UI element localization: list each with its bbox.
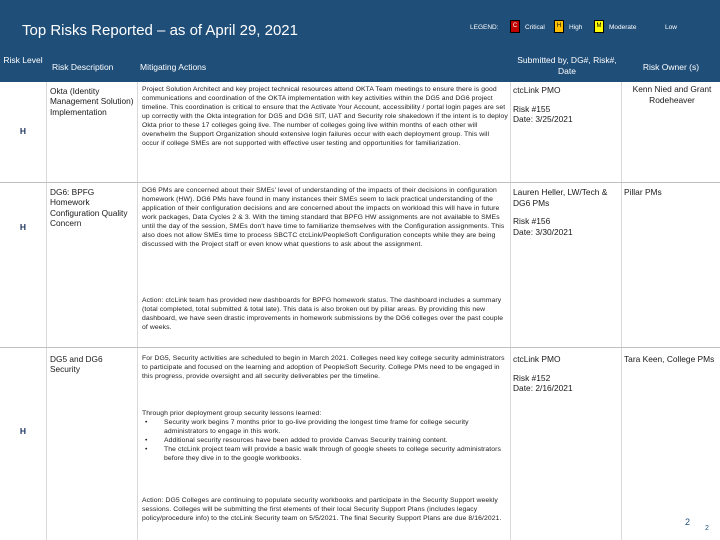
legend-high-label: High	[569, 24, 583, 31]
page-number: 2	[685, 517, 691, 527]
mitigating-actions: Project Solution Architect and key project technical resources attend OKTA Team meetings to ensure there is good communications and coordination of the OKTA implementation with key activities within the DG5 and DG6 project timeline. This coordination is critical to ensure that the Activate Your Account, accessibility / portal login pages are set up correctly with the Okta integration for DG5 and DG6 SIT, UAT and Security role shakedown if the intent is to deploy Okta prior to these 17 colleges going live. The number of colleges going live within months of each other will overwhelm the Support Organization should extensive login failures occur with each deployment group. This will occur if college SMEs are not supported with effective user testing and opportunities for familiarization.	[142, 86, 508, 147]
risk-description: DG6: BPFG Homework Configuration Quality Concern	[50, 187, 128, 228]
page-title: Top Risks Reported – as of April 29, 2021	[22, 22, 298, 39]
column-header-submitted-by: Submitted by, DG#, Risk#, Date	[517, 55, 617, 76]
risk-table	[0, 82, 720, 540]
submitted-by-name: ctcLink PMO	[513, 354, 561, 364]
page-number-small: 2	[705, 525, 709, 532]
risk-description: DG5 and DG6 Security	[50, 354, 103, 375]
legend-critical-swatch: C	[510, 20, 520, 33]
legend-moderate-label: Moderate	[609, 24, 637, 31]
legend-low-label: Low	[665, 24, 677, 31]
submitted-by-date: Date: 3/25/2021	[513, 114, 573, 125]
submitted-by-name: ctcLink PMO	[513, 85, 561, 95]
submitted-by-risk-number: Risk #152	[513, 372, 551, 383]
mitigating-actions: DG6 PMs are concerned about their SMEs' level of understanding of the impacts of their decisions in configuration homework (HW). DG6 PMs have found in many instances their SMEs seem to lack practical understanding of the application of their configuration decisions and are concerned about the impacts on workload this will have in future work packages, Data Cycles 2 & 3. With the timing standard that BPFG HW assignments are not available to SMEs until the day of the session, SMEs don't have time to familiarize themselves with the Configuration assignments. This also does not allow SMEs time to process SBCTC ctcLink/PeopleSoft Configuration concepts while they are being discussed with the Project staff or even know what questions to ask about the assignment.	[142, 187, 505, 248]
row-divider	[0, 182, 720, 183]
risk-description: Okta (Identity Management Solution) Implementation	[50, 86, 134, 117]
risk-owner: Pillar PMs	[624, 187, 662, 197]
column-header-risk-level: Risk Level	[3, 55, 43, 65]
submitted-by	[513, 85, 621, 125]
mitigating-actions: For DG5, Security activities are scheduled to begin in March 2021. Colleges need key college security administrators to participate and focused on the learning and adoption of PeopleSoft Security. College PMs need to be engaged in this progress, provide oversight and all security deliverables per the timeline.	[142, 355, 505, 380]
submitted-by	[513, 187, 621, 237]
submitted-by	[513, 354, 621, 394]
risk-owner: Tara Keen, College PMs	[624, 354, 715, 364]
risk-level-badge: H	[19, 426, 27, 436]
legend-low-swatch	[650, 20, 660, 33]
legend-critical-label: Critical	[525, 24, 545, 31]
legend-moderate-swatch: M	[594, 20, 604, 33]
submitted-by-risk-number: Risk #156	[513, 216, 551, 227]
submitted-by-date: Date: 3/30/2021	[513, 226, 573, 237]
column-divider	[621, 82, 622, 540]
lessons-intro: Through prior deployment group security lessons learned:	[142, 410, 322, 417]
title-bar	[0, 0, 720, 56]
row-divider	[0, 347, 720, 348]
column-header-mitigating-actions: Mitigating Actions	[140, 62, 207, 72]
legend-high-swatch: H	[554, 20, 564, 33]
list-item: • Security work begins 7 months prior to go-live providing the longest time frame for college security administrators to engage in this work.	[142, 418, 508, 436]
mitigating-actions-update: Action: DG5 Colleges are continuing to populate security workbooks and participate in the Security Support weekly sessions. Colleges will be submitting the first elements of their local Security Support Plans (includes legacy policy/procedure info) to the ctcLink Security team on 5/5/2021. The final Security Support Plans are due 8/16/2021.	[142, 497, 502, 522]
risk-level-badge: H	[19, 126, 27, 136]
column-divider	[46, 82, 47, 540]
mitigating-actions-update: Action: ctcLink team has provided new dashboards for BPFG homework status. The dashboard includes a summary (total completed, total submitted & total late). This data is also broken out by pillar areas. By providing this new dashboard, we have seen drastic improvements in homework submissions by the DG6 colleges over the past couple of weeks.	[142, 297, 504, 331]
lessons-list	[142, 418, 508, 463]
mitigating-actions-lessons	[142, 409, 508, 463]
column-divider	[510, 82, 511, 540]
submitted-by-name: Lauren Heller, LW/Tech & DG6 PMs	[513, 187, 608, 208]
submitted-by-risk-number: Risk #155	[513, 103, 551, 114]
column-header-risk-owner: Risk Owner (s)	[642, 62, 700, 72]
risk-level-badge: H	[19, 222, 27, 232]
column-header-risk-description: Risk Description	[52, 62, 114, 72]
legend-label: LEGEND:	[470, 24, 499, 31]
risk-owner: Kenn Nied and Grant Rodeheaver	[632, 84, 712, 105]
list-item: • The ctcLink project team will provide a basic walk through of google sheets to college security administrators before they dive in to the google workbooks.	[142, 445, 508, 463]
list-item: • Additional security resources have been added to provide Canvas Security training content.	[142, 436, 508, 445]
column-divider	[137, 82, 138, 540]
submitted-by-date: Date: 2/16/2021	[513, 383, 573, 394]
